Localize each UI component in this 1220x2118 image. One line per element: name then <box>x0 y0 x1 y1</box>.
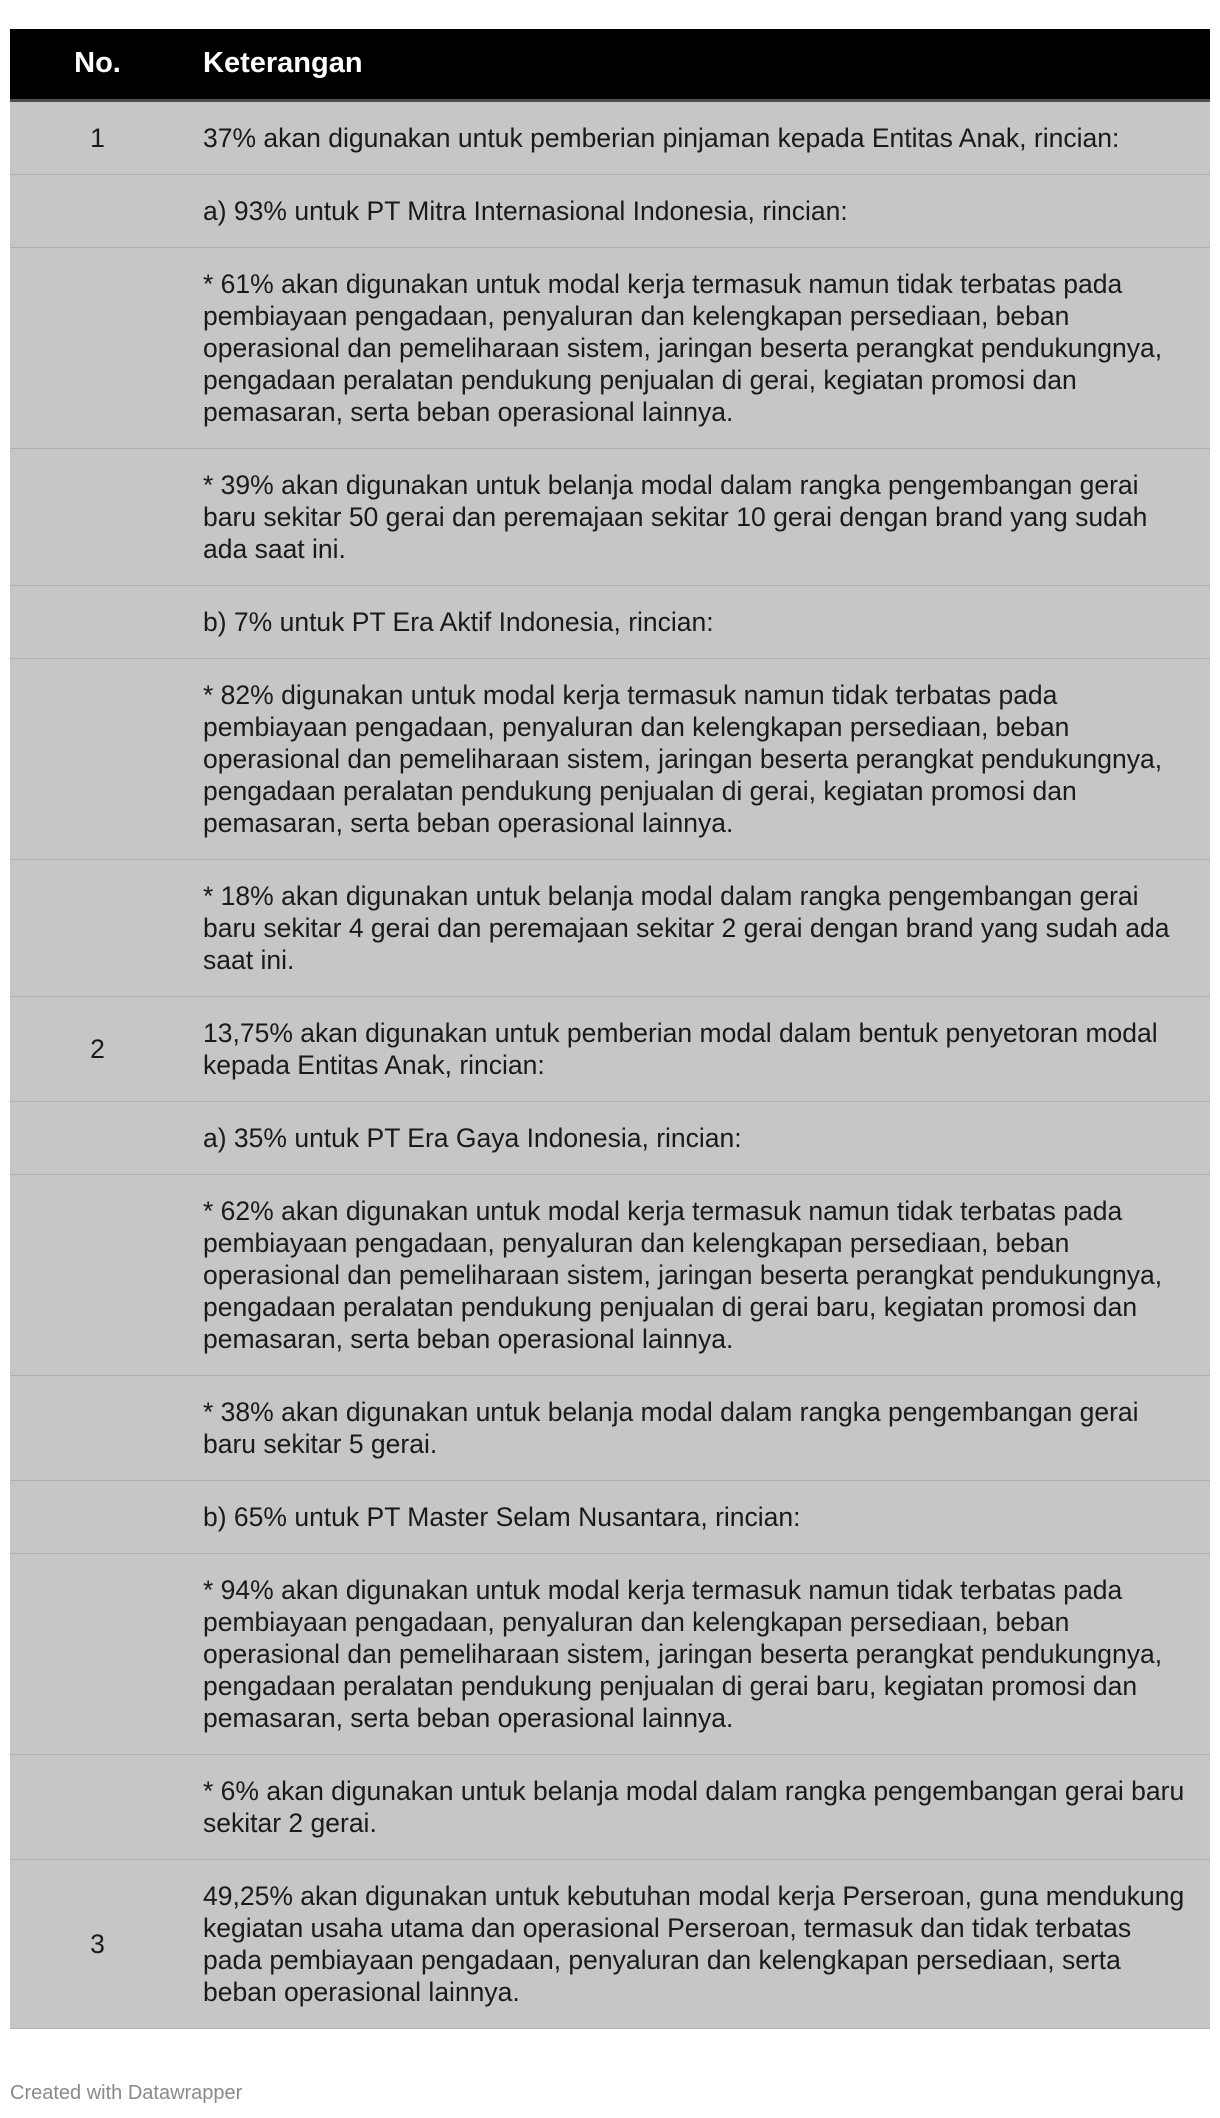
cell-no <box>10 1101 185 1174</box>
cell-keterangan: * 61% akan digunakan untuk modal kerja termasuk namun tidak terbatas pada pembiayaan pengadaan, penyaluran dan kelengkapan persediaan, beban operasional dan pemeliharaan sistem, jaringan beserta perangkat pendukungnya, pengadaan peralatan pendukung penjualan di gerai, kegiatan promosi dan pemasaran, serta beban operasional lainnya. <box>185 247 1210 448</box>
cell-no <box>10 1375 185 1480</box>
cell-no <box>10 859 185 996</box>
cell-no <box>10 1553 185 1754</box>
table-row <box>10 1101 1210 1174</box>
table-row <box>10 1375 1210 1480</box>
cell-keterangan: 49,25% akan digunakan untuk kebutuhan modal kerja Perseroan, guna mendukung kegiatan usaha utama dan operasional Perseroan, termasuk dan tidak terbatas pada pembiayaan pengadaan, penyaluran dan kelengkapan persediaan, serta beban operasional lainnya. <box>185 1859 1210 2028</box>
table-row <box>10 448 1210 585</box>
column-header-no[interactable]: No. <box>10 29 185 100</box>
cell-no: 3 <box>10 1859 185 2028</box>
cell-no <box>10 1480 185 1553</box>
table-body <box>10 100 1210 2028</box>
cell-keterangan: * 38% akan digunakan untuk belanja modal dalam rangka pengembangan gerai baru sekitar 5 gerai. <box>185 1375 1210 1480</box>
cell-keterangan: 13,75% akan digunakan untuk pemberian modal dalam bentuk penyetoran modal kepada Entitas Anak, rincian: <box>185 996 1210 1101</box>
cell-keterangan: 37% akan digunakan untuk pemberian pinjaman kepada Entitas Anak, rincian: <box>185 100 1210 174</box>
cell-no <box>10 247 185 448</box>
cell-no: 2 <box>10 996 185 1101</box>
cell-no <box>10 1174 185 1375</box>
cell-no: 1 <box>10 100 185 174</box>
cell-keterangan: a) 35% untuk PT Era Gaya Indonesia, rincian: <box>185 1101 1210 1174</box>
table-row <box>10 100 1210 174</box>
table-header-row <box>10 29 1210 100</box>
cell-keterangan: * 82% digunakan untuk modal kerja termasuk namun tidak terbatas pada pembiayaan pengadaan, penyaluran dan kelengkapan persediaan, beban operasional dan pemeliharaan sistem, jaringan beserta perangkat pendukungnya, pengadaan peralatan pendukung penjualan di gerai, kegiatan promosi dan pemasaran, serta beban operasional lainnya. <box>185 658 1210 859</box>
cell-keterangan: a) 93% untuk PT Mitra Internasional Indonesia, rincian: <box>185 174 1210 247</box>
cell-keterangan: * 39% akan digunakan untuk belanja modal dalam rangka pengembangan gerai baru sekitar 50 gerai dan peremajaan sekitar 10 gerai dengan brand yang sudah ada saat ini. <box>185 448 1210 585</box>
table-row <box>10 1480 1210 1553</box>
table-row <box>10 1859 1210 2028</box>
column-header-keterangan[interactable]: Keterangan <box>185 29 1210 100</box>
cell-keterangan: b) 7% untuk PT Era Aktif Indonesia, rincian: <box>185 585 1210 658</box>
cell-no <box>10 1754 185 1859</box>
table-row <box>10 1174 1210 1375</box>
cell-keterangan: * 18% akan digunakan untuk belanja modal dalam rangka pengembangan gerai baru sekitar 4 gerai dan peremajaan sekitar 2 gerai dengan brand yang sudah ada saat ini. <box>185 859 1210 996</box>
table-row <box>10 247 1210 448</box>
table-row <box>10 1553 1210 1754</box>
cell-no <box>10 658 185 859</box>
cell-keterangan: * 62% akan digunakan untuk modal kerja termasuk namun tidak terbatas pada pembiayaan pengadaan, penyaluran dan kelengkapan persediaan, beban operasional dan pemeliharaan sistem, jaringan beserta perangkat pendukungnya, pengadaan peralatan pendukung penjualan di gerai baru, kegiatan promosi dan pemasaran, serta beban operasional lainnya. <box>185 1174 1210 1375</box>
table-row <box>10 174 1210 247</box>
data-table <box>10 29 1210 2029</box>
cell-keterangan: b) 65% untuk PT Master Selam Nusantara, rincian: <box>185 1480 1210 1553</box>
data-table-container <box>10 29 1210 2029</box>
table-row <box>10 1754 1210 1859</box>
cell-no <box>10 448 185 585</box>
cell-no <box>10 585 185 658</box>
table-row <box>10 859 1210 996</box>
table-header <box>10 29 1210 100</box>
cell-no <box>10 174 185 247</box>
table-row <box>10 658 1210 859</box>
cell-keterangan: * 94% akan digunakan untuk modal kerja termasuk namun tidak terbatas pada pembiayaan pengadaan, penyaluran dan kelengkapan persediaan, beban operasional dan pemeliharaan sistem, jaringan beserta perangkat pendukungnya, pengadaan peralatan pendukung penjualan di gerai baru, kegiatan promosi dan pemasaran, serta beban operasional lainnya. <box>185 1553 1210 1754</box>
datawrapper-credit[interactable]: Created with Datawrapper <box>10 2082 243 2104</box>
cell-keterangan: * 6% akan digunakan untuk belanja modal dalam rangka pengembangan gerai baru sekitar 2 gerai. <box>185 1754 1210 1859</box>
table-row <box>10 996 1210 1101</box>
table-row <box>10 585 1210 658</box>
